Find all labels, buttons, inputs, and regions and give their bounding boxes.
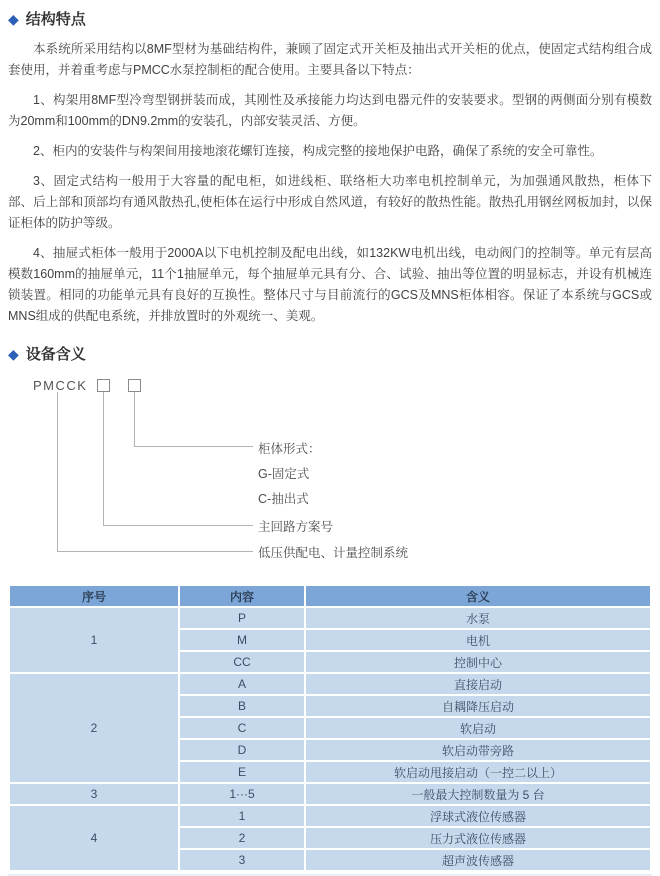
content-cell: D xyxy=(180,740,304,760)
model-code-diagram xyxy=(8,378,652,564)
section-heading-device xyxy=(8,343,652,364)
content-cell: 1···5 xyxy=(180,784,304,804)
diagram-connector-line xyxy=(134,446,253,447)
content-cell: C xyxy=(180,718,304,738)
content-cell: CC xyxy=(180,652,304,672)
content-cell: 2 xyxy=(180,828,304,848)
diamond-bullet-icon: ◆ xyxy=(8,345,19,362)
meaning-cell: 电机 xyxy=(306,630,650,650)
meaning-cell: 超声波传感器 xyxy=(306,850,650,870)
meaning-cell: 控制中心 xyxy=(306,652,650,672)
group-no-cell: 4 xyxy=(10,806,178,870)
diagram-connector-line xyxy=(103,525,253,526)
meaning-cell: 压力式液位传感器 xyxy=(306,828,650,848)
meaning-cell: 一般最大控制数量为 5 台 xyxy=(306,784,650,804)
table-row xyxy=(10,806,650,826)
label-cabinet-form: 柜体形式： xyxy=(258,442,321,456)
paragraph-item-1: 1、构架用8MF型冷弯型钢拼装而成，其刚性及承接能力均达到电器元件的安装要求。型钢的两侧面分别有模数为20mm和100mm的DN9.2mm的安装孔，内部安装灵活、方便。 xyxy=(8,93,652,128)
content-cell: 1 xyxy=(180,806,304,826)
table-row xyxy=(10,784,650,804)
table-row xyxy=(10,674,650,694)
paragraph-item-4: 4、抽屉式柜体一般用于2000A以下电机控制及配电出线，如132KW电机出线，电动阀门的控制等。单元有层高模数160mm的抽屉单元，11个1抽屉单元，每个抽屉单元具有分、合、试验、抽出等位置的明显标志，并设有机械连锁装置。相同的功能单元具有良好的互换性。整体尺寸与目前流行的GCS及MNS柜体相容。保证了本系统与GCS或MNS组成的供配电系统，并排放置时的外观统一、美观。 xyxy=(8,246,652,323)
header-cell-content: 内容 xyxy=(180,586,304,606)
label-fixed-type: G-固定式 xyxy=(258,467,310,481)
group-no-cell: 2 xyxy=(10,674,178,782)
content-cell: B xyxy=(180,696,304,716)
paragraph-intro: 本系统所采用结构以8MF型材为基础结构件，兼顾了固定式开关柜及抽出式开关柜的优点，使固定式结构组合成套使用，并着重考虑与PMCC水泵控制柜的配合使用。主要具备以下特点： xyxy=(8,42,652,77)
diagram-connector-line xyxy=(57,392,58,551)
device-meaning-table xyxy=(8,584,652,872)
meaning-cell: 软启动 xyxy=(306,718,650,738)
meaning-cell: 软启动带旁路 xyxy=(306,740,650,760)
label-main-circuit: 主回路方案号 xyxy=(258,520,334,534)
paragraph-item-2: 2、柜内的安装件与构架间用接地滚花螺钉连接，构成完整的接地保护电路，确保了系统的安全可靠性。 xyxy=(33,144,603,158)
model-code-text: PMCCK xyxy=(33,378,88,393)
table-header-row xyxy=(10,586,650,606)
section-title: 结构特点 xyxy=(25,11,86,28)
section-heading-structure xyxy=(8,8,652,29)
diagram-connector-line xyxy=(134,392,135,446)
content-cell: P xyxy=(180,608,304,628)
label-drawout-type: C-抽出式 xyxy=(258,492,309,506)
meaning-cell: 软启动甩接启动（一控二以上） xyxy=(306,762,650,782)
diamond-bullet-icon: ◆ xyxy=(8,10,19,27)
table-row xyxy=(10,608,650,628)
header-cell-meaning: 含义 xyxy=(306,586,650,606)
diagram-connector-line xyxy=(57,551,253,552)
section-title: 设备含义 xyxy=(25,346,86,363)
meaning-cell: 自耦降压启动 xyxy=(306,696,650,716)
code-placeholder-box-1 xyxy=(97,379,110,392)
content-cell: M xyxy=(180,630,304,650)
label-lv-system: 低压供配电、计量控制系统 xyxy=(258,546,409,560)
group-no-cell: 3 xyxy=(10,784,178,804)
content-cell: A xyxy=(180,674,304,694)
content-cell: 3 xyxy=(180,850,304,870)
header-cell-no: 序号 xyxy=(10,586,178,606)
diagram-connector-line xyxy=(103,392,104,525)
meaning-cell: 水泵 xyxy=(306,608,650,628)
code-placeholder-box-2 xyxy=(128,379,141,392)
group-no-cell: 1 xyxy=(10,608,178,672)
meaning-cell: 浮球式液位传感器 xyxy=(306,806,650,826)
meaning-cell: 直接启动 xyxy=(306,674,650,694)
paragraph-item-3: 3、固定式结构一般用于大容量的配电柜，如进线柜、联络柜大功率电机控制单元，为加强通风散热，柜体下部、后上部和顶部均有通风散热孔,使柜体在运行中形成自然风道，有较好的散热性能。散热孔用钢丝网板加封，以保证柜体的防护等级。 xyxy=(8,174,652,230)
content-cell: E xyxy=(180,762,304,782)
